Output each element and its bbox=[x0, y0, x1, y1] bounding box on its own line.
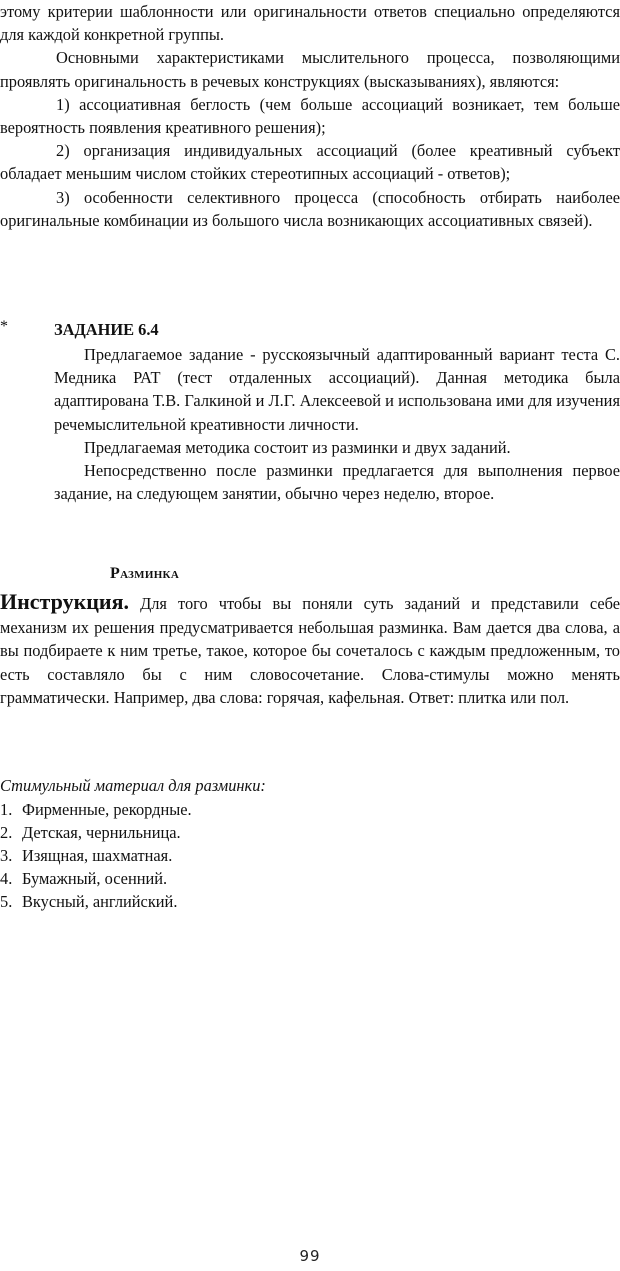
stimulus-text: Изящная, шахматная. bbox=[22, 846, 173, 865]
instruction-text: Для того чтобы вы поняли суть заданий и представили себе механизм их решения предусматривается небольшая разминка. Вам дается два слова, а вы подбираете к ним третье, такое, которое бы сочеталось с каждым предложенным, то есть составляло бы с ним словосочетание. Слова-стимулы можно менять грамматически. Например, два слова: горячая, кафельная. Ответ: плитка или пол. bbox=[0, 594, 620, 708]
task-description bbox=[54, 343, 620, 505]
characteristic-item-1: 1) ассоциативная беглость (чем больше ассоциаций возникает, тем больше вероятность появления креативного решения); bbox=[0, 94, 620, 138]
stimulus-list bbox=[0, 798, 192, 913]
stimulus-number: 1. bbox=[0, 800, 13, 819]
stimulus-number: 3. bbox=[0, 846, 13, 865]
stimulus-item bbox=[0, 844, 192, 867]
stimulus-text: Детская, чернильница. bbox=[22, 823, 181, 842]
instruction-label: Инструкция. bbox=[0, 589, 130, 614]
task-paragraph-3: Непосредственно после разминки предлагается для выполнения первое задание, на следующем занятии, обычно через неделю, второе. bbox=[54, 461, 620, 504]
task-paragraph-1: Предлагаемое задание - русскоязычный адаптированный вариант теста С. Медника РАТ (тест отдаленных ассоциаций). Данная методика была адаптирована Т.В. Галкиной и Л.Г. Алексеевой и использована ими для изучения речемыслительной креативности личности. bbox=[54, 345, 620, 434]
task-heading: ЗАДАНИЕ 6.4 bbox=[54, 320, 159, 339]
characteristic-item-2: 2) организация индивидуальных ассоциаций (более креативный субъект обладает меньшим числом стойких стереотипных ассоциаций - ответов); bbox=[0, 141, 620, 184]
stimulus-text: Вкусный, английский. bbox=[22, 892, 178, 911]
intro-section bbox=[0, 0, 620, 232]
intro-paragraph-continuation: этому критерии шаблонности или оригинальности ответов специально определяются для каждой конкретной группы. bbox=[0, 2, 620, 45]
stimulus-text: Фирменные, рекордные. bbox=[22, 800, 192, 819]
task-paragraph-2: Предлагаемая методика состоит из разминки и двух заданий. bbox=[84, 437, 511, 457]
task-marker: * bbox=[0, 318, 8, 335]
page-number: 99 bbox=[299, 1247, 321, 1265]
stimulus-item bbox=[0, 798, 192, 821]
stimulus-number: 5. bbox=[0, 892, 13, 911]
stimulus-number: 4. bbox=[0, 869, 13, 888]
stimulus-item bbox=[0, 867, 192, 890]
stimulus-item bbox=[0, 890, 192, 913]
stimulus-text: Бумажный, осенний. bbox=[22, 869, 168, 888]
stimulus-item bbox=[0, 821, 192, 844]
warmup-instruction bbox=[0, 590, 620, 710]
characteristic-item-3: 3) особенности селективного процесса (способность отбирать наиболее оригинальные комбинации из большого числа возникающих ассоциативных связей). bbox=[0, 187, 620, 230]
stimulus-number: 2. bbox=[0, 823, 13, 842]
stimulus-title: Стимульный материал для разминки: bbox=[0, 776, 266, 795]
warmup-heading: Разминка bbox=[110, 565, 180, 582]
intro-paragraph-characteristics: Основными характеристиками мыслительного процесса, позволяющими проявлять оригинальность в речевых конструкциях (высказываниях), являются: bbox=[0, 48, 620, 91]
